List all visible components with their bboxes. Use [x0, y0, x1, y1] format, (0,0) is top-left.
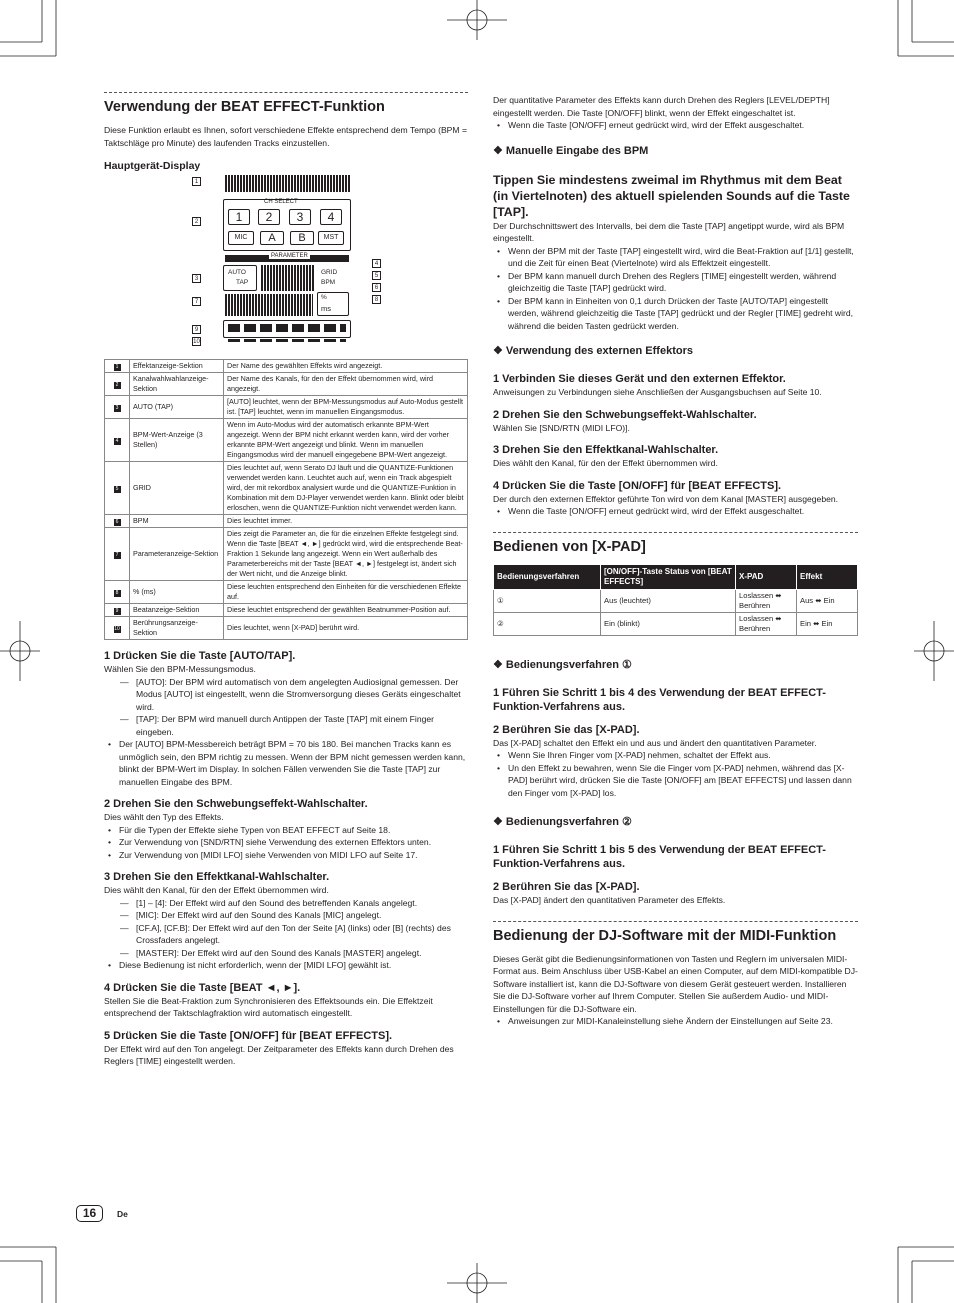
- step-3-channel-note: — [1] – [4]: Der Effekt wird auf den Sound des betreffenden Kanals angelegt.: [104, 897, 468, 910]
- xpad-section-title: Bedienen von [X-PAD]: [493, 538, 646, 555]
- callout-10: 10: [193, 339, 200, 345]
- mic-indicator: MIC: [228, 231, 254, 245]
- callout-4: 4: [372, 259, 381, 268]
- legend-value: Der Name des Kanals, für den der Effekt übernommen wird, wird angezeigt.: [224, 373, 468, 396]
- legend-key: Parameteranzeige-Sektion: [130, 528, 224, 581]
- channel-2-indicator: 2: [258, 209, 280, 225]
- xpad-cell: Aus ⬌ Ein: [797, 589, 858, 612]
- legend-key: BPM: [130, 515, 224, 528]
- table-row: [105, 528, 468, 581]
- crossfader-a-indicator: A: [260, 231, 284, 245]
- legend-number: 9: [105, 604, 130, 617]
- table-row: [105, 581, 468, 604]
- midi-text: Dieses Gerät gibt die Bedienungsinformationen von Tasten und Reglern im universalen MIDI-Format aus. Beim Anschluss über USB-Kabel an einen Computer, auf dem MIDI-kompatible DJ-Software installiert ist, kann die DJ-Software von diesem Gerät gesteuert werden. Installieren Sie die DJ-Software vorher auf Ihrem Computer. Stellen Sie außerdem Audio- und MIDI-Einstellungen für die DJ-Software ein.: [493, 953, 858, 1014]
- procedure-1-step-2-text: Das [X-PAD] schaltet den Effekt ein und aus und ändert den quantitativen Parameter.: [493, 737, 817, 748]
- step-5-text: Der Effekt wird auf den Ton angelegt. Der Zeitparameter des Effekts kann durch Drehen des Reglers [TIME] eingestellt werden.: [104, 1043, 454, 1066]
- ms-label: ms: [321, 304, 331, 313]
- master-indicator: MST: [318, 231, 344, 245]
- legend-value: Wenn im Auto-Modus wird der automatisch erkannte BPM-Wert angezeigt. Wenn der BPM nicht erkannt werden kann, wird der vorher erkannte BPM-Wert angezeigt und blinkt. Wenn im manuellen Eingangsmodus wird der manuell eingegebene BPM-Wert angezeigt.: [224, 419, 468, 462]
- step-3-bullet: • Diese Bedienung ist nicht erforderlich, wenn der [MIDI LFO] gewählt ist.: [104, 959, 468, 972]
- xpad-cell: Ein (blinkt): [601, 612, 736, 635]
- channel-4-indicator: 4: [320, 209, 342, 225]
- manual-bullet-1: • Wenn der BPM mit der Taste [TAP] eingestellt wird, wird die Beat-Fraktion auf [1/1] gestellt, und die Zeit für einen Beat (Viertelnote) wird als Effektzeit eingestellt.: [493, 245, 858, 270]
- bpm-value-segments: [261, 265, 315, 291]
- display-heading: Hauptgerät-Display: [104, 160, 201, 172]
- callout-1: 1: [192, 177, 201, 186]
- parameter-label: PARAMETER: [271, 253, 308, 259]
- step-1-title: 1 Drücken Sie die Taste [AUTO/TAP].: [104, 650, 296, 662]
- right-column: [493, 94, 858, 1028]
- procedure-1-heading: ❖ Bedienungsverfahren ①: [493, 658, 632, 671]
- legend-key: Beatanzeige-Sektion: [130, 604, 224, 617]
- main-unit-display-diagram: [104, 177, 468, 377]
- level-depth-text: Der quantitative Parameter des Effekts kann durch Drehen des Reglers [LEVEL/DEPTH] eingestellt werden. Die Taste [ON/OFF] blinkt, wenn der Effekt eingeschaltet ist.: [493, 95, 830, 118]
- step-3-crossfader-note: — [CF.A], [CF.B]: Der Effekt wird auf den Ton der Seite [A] (links) oder [B] (rechts) des Crossfaders angelegt.: [104, 922, 468, 947]
- channel-1-indicator: 1: [228, 209, 250, 225]
- xpad-cell: Ein ⬌ Ein: [797, 612, 858, 635]
- procedure-2-heading: ❖ Bedienungsverfahren ②: [493, 816, 632, 828]
- step-1-auto-note: — [AUTO]: Der BPM wird automatisch von dem angelegten Audiosignal gemessen. Der Modus [AUTO] ist eingestellt, wenn die Stromversorgung dieses Geräts eingeschaltet wird.: [104, 676, 468, 714]
- onoff-bullet: • Wenn die Taste [ON/OFF] erneut gedrückt wird, wird der Effekt ausgeschaltet.: [493, 119, 858, 132]
- legend-number: 2: [105, 373, 130, 396]
- ext-step-3-text: Dies wählt den Kanal, für den der Effekt übernommen wird.: [493, 458, 718, 468]
- manual-bullet-3: • Der BPM kann in Einheiten von 0,1 durch Drücken der Taste [AUTO/TAP] eingestellt werden, während gleichzeitig die Taste [TAP] gedrückt und der Regler [TIME] gedreht wird, während die beiden Tasten gedrückt werden.: [493, 295, 858, 333]
- procedure-2-step-1: 1 Führen Sie Schritt 1 bis 5 des Verwendung der BEAT EFFECT-Funktion-Verfahrens aus.: [493, 844, 826, 870]
- legend-number: 10: [105, 617, 130, 640]
- procedure-2-step-2: 2 Berühren Sie das [X-PAD].: [493, 881, 640, 893]
- ext-step-2-text: Wählen Sie [SND/RTN (MIDI LFO)].: [493, 422, 630, 433]
- procedure-1-step-1: 1 Führen Sie Schritt 1 bis 4 des Verwendung der BEAT EFFECT-Funktion-Verfahrens aus.: [493, 686, 826, 713]
- step-3-title: 3 Drehen Sie den Effektkanal-Wahlschalter.: [104, 871, 330, 883]
- legend-number: 6: [105, 515, 130, 528]
- legend-value: [AUTO] leuchtet, wenn der BPM-Messungsmodus auf Auto-Modus gestellt ist. [TAP] leuchtet, wenn im manuellen Eingangsmodus.: [224, 396, 468, 419]
- legend-key: % (ms): [130, 581, 224, 604]
- auto-label: AUTO: [228, 269, 246, 276]
- xpad-cell: ①: [494, 589, 601, 612]
- step-1-tap-note: — [TAP]: Der BPM wird manuell durch Antippen der Taste [TAP] mit einem Finger eingeben.: [104, 713, 468, 738]
- step-2-title: 2 Drehen Sie den Schwebungseffekt-Wahlschalter.: [104, 798, 368, 810]
- xpad-table: [493, 564, 858, 636]
- procedure-1-step-2: 2 Berühren Sie das [X-PAD].: [493, 723, 640, 736]
- callout-9: 9: [192, 325, 201, 334]
- legend-number: 5: [105, 462, 130, 515]
- xpad-th-procedure: Bedienungsverfahren: [494, 564, 601, 589]
- table-row: [105, 462, 468, 515]
- ext-step-1: 1 Verbinden Sie dieses Gerät und den externen Effektor.: [493, 373, 786, 385]
- legend-value: Der Name des gewählten Effekts wird angezeigt.: [224, 360, 468, 373]
- legend-value: Dies leuchtet auf, wenn Serato DJ läuft und die QUANTIZE-Funktionen verwendet werden kann. Leuchtet auch auf, wenn ein Track abgespielt wird, der mit rekordbox analysiert wurde und die QUANTIZE-Funktion in Kombination mit dem DJ-Player verwendet werden kann. Blinkt oder bleibt erloschen, wenn die QUANTIZE-Funktion nicht verwendet werden kann.: [224, 462, 468, 515]
- procedure-2-step-2-text: Das [X-PAD] ändert den quantitativen Parameter des Effekts.: [493, 895, 726, 905]
- legend-key: Effektanzeige-Sektion: [130, 360, 224, 373]
- callout-2: 2: [192, 217, 201, 226]
- step-2-bullet-1: • Für die Typen der Effekte siehe Typen von BEAT EFFECT auf Seite 18.: [104, 824, 468, 837]
- section-rule: [104, 92, 468, 93]
- language-code: De: [117, 1209, 128, 1219]
- step-3-master-note: — [MASTER]: Der Effekt wird auf den Sound des Kanals [MASTER] angelegt.: [104, 947, 468, 960]
- ext-step-2: 2 Drehen Sie den Schwebungseffekt-Wahlschalter.: [493, 408, 757, 421]
- legend-number: 3: [105, 396, 130, 419]
- table-row: [105, 396, 468, 419]
- ext-step-4-bullet: • Wenn die Taste [ON/OFF] erneut gedrückt wird, wird der Effekt ausgeschaltet.: [493, 505, 858, 518]
- external-effector-heading: ❖ Verwendung des externen Effektors: [493, 345, 693, 357]
- callout-5: 5: [372, 271, 381, 280]
- procedure-1-bullet-1: • Wenn Sie Ihren Finger vom [X-PAD] nehmen, schaltet der Effekt aus.: [493, 749, 858, 762]
- table-row: [105, 617, 468, 640]
- tap-label: TAP: [236, 279, 249, 286]
- table-row: [494, 589, 858, 612]
- section-rule: [493, 532, 858, 533]
- ext-step-1-text: Anweisungen zu Verbindungen siehe Anschließen der Ausgangsbuchsen auf Seite 10.: [493, 387, 822, 397]
- midi-bullet: • Anweisungen zur MIDI-Kanaleinstellung siehe Ändern der Einstellungen auf Seite 23.: [493, 1015, 858, 1028]
- step-3-text: Dies wählt den Kanal, für den der Effekt übernommen wird.: [104, 885, 329, 895]
- legend-value: Dies zeigt die Parameter an, die für die einzelnen Effekte festgelegt sind. Wenn die Taste [BEAT ◄, ►] gedrückt wird, wird die entsprechende Beat-Fraktion 1 Sekunde lang angezeigt. Wenn ein Wert außerhalb des Parameterbereichs mit der Taste [BEAT ◄, ►] festgelegt ist, ändert sich der Wert nicht, und die Anzeige blinkt.: [224, 528, 468, 581]
- parameter-value-segments: [225, 294, 313, 316]
- legend-key: AUTO (TAP): [130, 396, 224, 419]
- callout-8: 8: [372, 295, 381, 304]
- beat-indicator-segments: [228, 324, 346, 332]
- xpad-cell: Aus (leuchtet): [601, 589, 736, 612]
- xpad-cell: ②: [494, 612, 601, 635]
- ext-step-4: 4 Drücken Sie die Taste [ON/OFF] für [BEAT EFFECTS].: [493, 479, 782, 492]
- step-1-text: Wählen Sie den BPM-Messungsmodus.: [104, 664, 256, 674]
- ext-step-4-text: Der durch den externen Effektor geführte Ton wird von dem Kanal [MASTER] ausgegeben.: [493, 493, 839, 504]
- display-legend-table: [104, 359, 468, 640]
- legend-key: GRID: [130, 462, 224, 515]
- effect-display-segments: [225, 175, 350, 192]
- intro-text: Diese Funktion erlaubt es Ihnen, sofort verschiedene Effekte entsprechend dem Tempo (BPM = Taktschläge pro Minute) des laufenden Tracks einzustellen.: [104, 125, 467, 148]
- ch-select-label: CH SELECT: [264, 199, 298, 205]
- legend-value: Diese leuchtet entsprechend der gewählten Beatnummer-Position auf.: [224, 604, 468, 617]
- step-2-bullet-3: • Zur Verwendung von [MIDI LFO] siehe Verwenden von MIDI LFO auf Seite 17.: [104, 849, 468, 862]
- percent-label: %: [321, 294, 327, 301]
- xpad-cell: Loslassen ⬌ Berühren: [736, 612, 797, 635]
- step-2-text: Dies wählt den Typ des Effekts.: [104, 812, 224, 822]
- legend-value: Dies leuchtet immer.: [224, 515, 468, 528]
- touch-indicator-segments: [228, 339, 346, 342]
- legend-value: Dies leuchtet, wenn [X-PAD] berührt wird.: [224, 617, 468, 640]
- ext-step-3: 3 Drehen Sie den Effektkanal-Wahlschalter.: [493, 444, 719, 456]
- legend-number: 7: [105, 528, 130, 581]
- section-rule: [493, 921, 858, 922]
- manual-bpm-text: Der Durchschnittswert des Intervalls, bei dem die Taste [TAP] angetippt wurde, wird als BPM eingestellt.: [493, 220, 845, 243]
- channel-3-indicator: 3: [289, 209, 311, 225]
- crossfader-b-indicator: B: [290, 231, 314, 245]
- left-column: [104, 92, 468, 1068]
- step-4-title: 4 Drücken Sie die Taste [BEAT ◄, ►].: [104, 981, 301, 994]
- legend-key: Kanalwahlwahlanzeige-Sektion: [130, 373, 224, 396]
- page-number: 16: [76, 1205, 103, 1222]
- table-row: [105, 515, 468, 528]
- legend-number: 1: [105, 360, 130, 373]
- xpad-th-effect: Effekt: [797, 564, 858, 589]
- callout-3: 3: [192, 274, 201, 283]
- step-2-bullet-2: • Zur Verwendung von [SND/RTN] siehe Verwendung des externen Effektors unten.: [104, 836, 468, 849]
- xpad-th-xpad: X-PAD: [736, 564, 797, 589]
- manual-bullet-2: • Der BPM kann manuell durch Drehen des Reglers [TIME] eingestellt werden, während gleichzeitig die Taste [TAP] gedrückt wird.: [493, 270, 858, 295]
- step-5-title: 5 Drücken Sie die Taste [ON/OFF] für [BEAT EFFECTS].: [104, 1029, 393, 1042]
- callout-6: 6: [372, 283, 381, 292]
- grid-label: GRID: [321, 269, 338, 276]
- bpm-label: BPM: [321, 279, 336, 286]
- manual-bpm-instruction: Tippen Sie mindestens zweimal im Rhythmus mit dem Beat (in Viertelnoten) des aktuell spielenden Sounds auf die Taste [TAP].: [493, 172, 850, 219]
- legend-number: 8: [105, 581, 130, 604]
- step-4-text: Stellen Sie die Beat-Fraktion zum Synchronisieren des Effektsounds ein. Die Effektzeit entsprechend der Taktschlagfraktion wird automatisch eingestellt.: [104, 995, 433, 1018]
- legend-key: BPM-Wert-Anzeige (3 Stellen): [130, 419, 224, 462]
- section-title: Verwendung der BEAT EFFECT-Funktion: [104, 99, 385, 115]
- manual-bpm-heading: ❖ Manuelle Eingabe des BPM: [493, 144, 649, 157]
- legend-value: Diese leuchten entsprechend den Einheiten für die verschiedenen Effekte auf.: [224, 581, 468, 604]
- xpad-cell: Loslassen ⬌ Berühren: [736, 589, 797, 612]
- table-row: [494, 612, 858, 635]
- procedure-1-bullet-2: • Un den Effekt zu bewahren, wenn Sie die Finger vom [X-PAD] nehmen, während das [X-PAD] berührt wird, drücken Sie die Taste [ON/OFF] am [BEAT EFFECTS] und lassen dann den Finger vom [X-PAD] los.: [493, 762, 858, 800]
- legend-key: Berührungsanzeige-Sektion: [130, 617, 224, 640]
- step-3-mic-note: — [MIC]: Der Effekt wird auf den Sound des Kanals [MIC] angelegt.: [104, 909, 468, 922]
- table-row: [105, 419, 468, 462]
- step-1-bullet: • Der [AUTO] BPM-Messbereich beträgt BPM = 70 bis 180. Bei manchen Tracks kann es unmöglich sein, den BPM richtig zu messen. Wenn der BPM nicht gemessen werden kann, blinkt der BPM-Wert im Display. In solchen Fällen verwenden Sie die Taste [TAP] zur manuellen Eingabe des BPM.: [104, 738, 468, 788]
- xpad-th-status: [ON/OFF]-Taste Status von [BEAT EFFECTS]: [601, 564, 736, 589]
- legend-number: 4: [105, 419, 130, 462]
- table-row: [105, 604, 468, 617]
- callout-7: 7: [192, 297, 201, 306]
- midi-section-title: Bedienung der DJ-Software mit der MIDI-Funktion: [493, 927, 837, 944]
